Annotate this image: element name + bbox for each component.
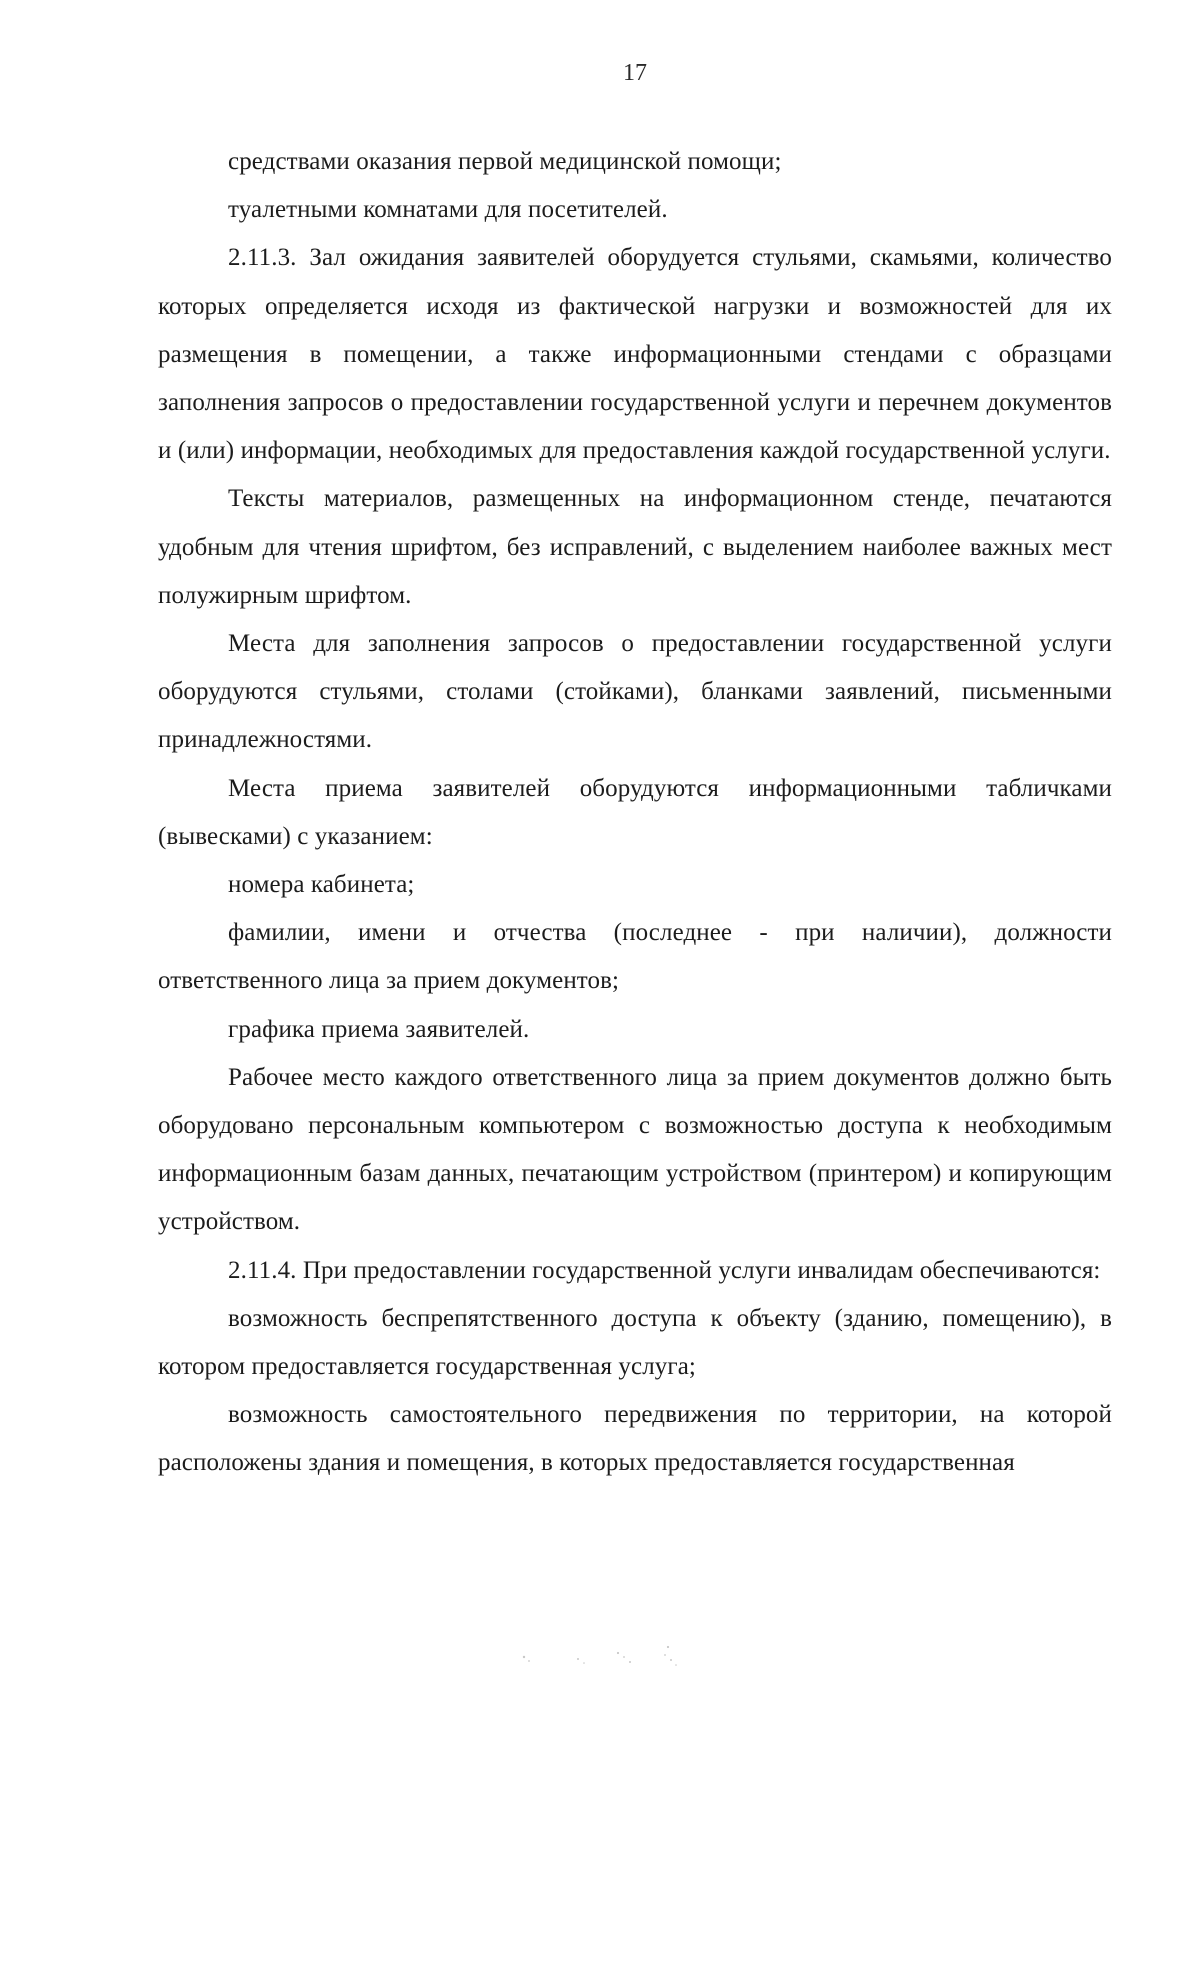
paragraph-request-places: Места для заполнения запросов о предоставлении государственной услуги оборудуются стульями, столами (стойками), бланками заявлений, письменными принадлежностями. — [158, 630, 1112, 754]
scan-noise-marks — [518, 1635, 718, 1675]
paragraph-first-aid: средствами оказания первой медицинской помощи; — [228, 148, 782, 175]
paragraph-workplace: Рабочее место каждого ответственного лица за прием документов должно быть оборудовано персональным компьютером с возможностью доступа к необходимым информационным базам данных, печатающим устройством (принтером) и копирующим устройством. — [158, 1063, 1112, 1236]
paragraph-2-11-3-waiting-hall: 2.11.3. Зал ожидания заявителей оборудуется стульями, скамьями, количество которых определяется исходя из фактической нагрузки и возможностей для их размещения в помещении, а также информационными стендами с образцами заполнения запросов о предоставлении государственной услуги и перечнем документов и (или) информации, необходимых для предоставления каждой государственной услуги. — [158, 244, 1112, 465]
paragraph-2-11-4-disabled: 2.11.4. При предоставлении государственной услуги инвалидам обеспечиваются: — [228, 1256, 1101, 1284]
paragraph-independent-movement: возможность самостоятельного передвижения по территории, на которой расположены здания и помещения, в которых предоставляется государственная — [158, 1401, 1112, 1477]
paragraph-responsible-person: фамилии, имени и отчества (последнее - при наличии), должности ответственного лица за прием документов; — [158, 919, 1112, 995]
paragraph-toilets: туалетными комнатами для посетителей. — [228, 196, 668, 224]
page-number: 17 — [623, 60, 647, 86]
paragraph-reception-schedule: графика приема заявителей. — [228, 1015, 530, 1043]
paragraph-stand-texts: Тексты материалов, размещенных на информационном стенде, печатаются удобным для чтения шрифтом, без исправлений, с выделением наиболее важных мест полужирным шрифтом. — [158, 485, 1112, 609]
paragraph-reception-places: Места приема заявителей оборудуются информационными табличками (вывесками) с указанием: — [158, 774, 1112, 850]
paragraph-cabinet-number: номера кабинета; — [228, 871, 415, 899]
paragraph-unobstructed-access: возможность беспрепятственного доступа к объекту (зданию, помещению), в котором предоставляется государственная услуга; — [158, 1304, 1112, 1381]
body-text — [158, 138, 1112, 1488]
